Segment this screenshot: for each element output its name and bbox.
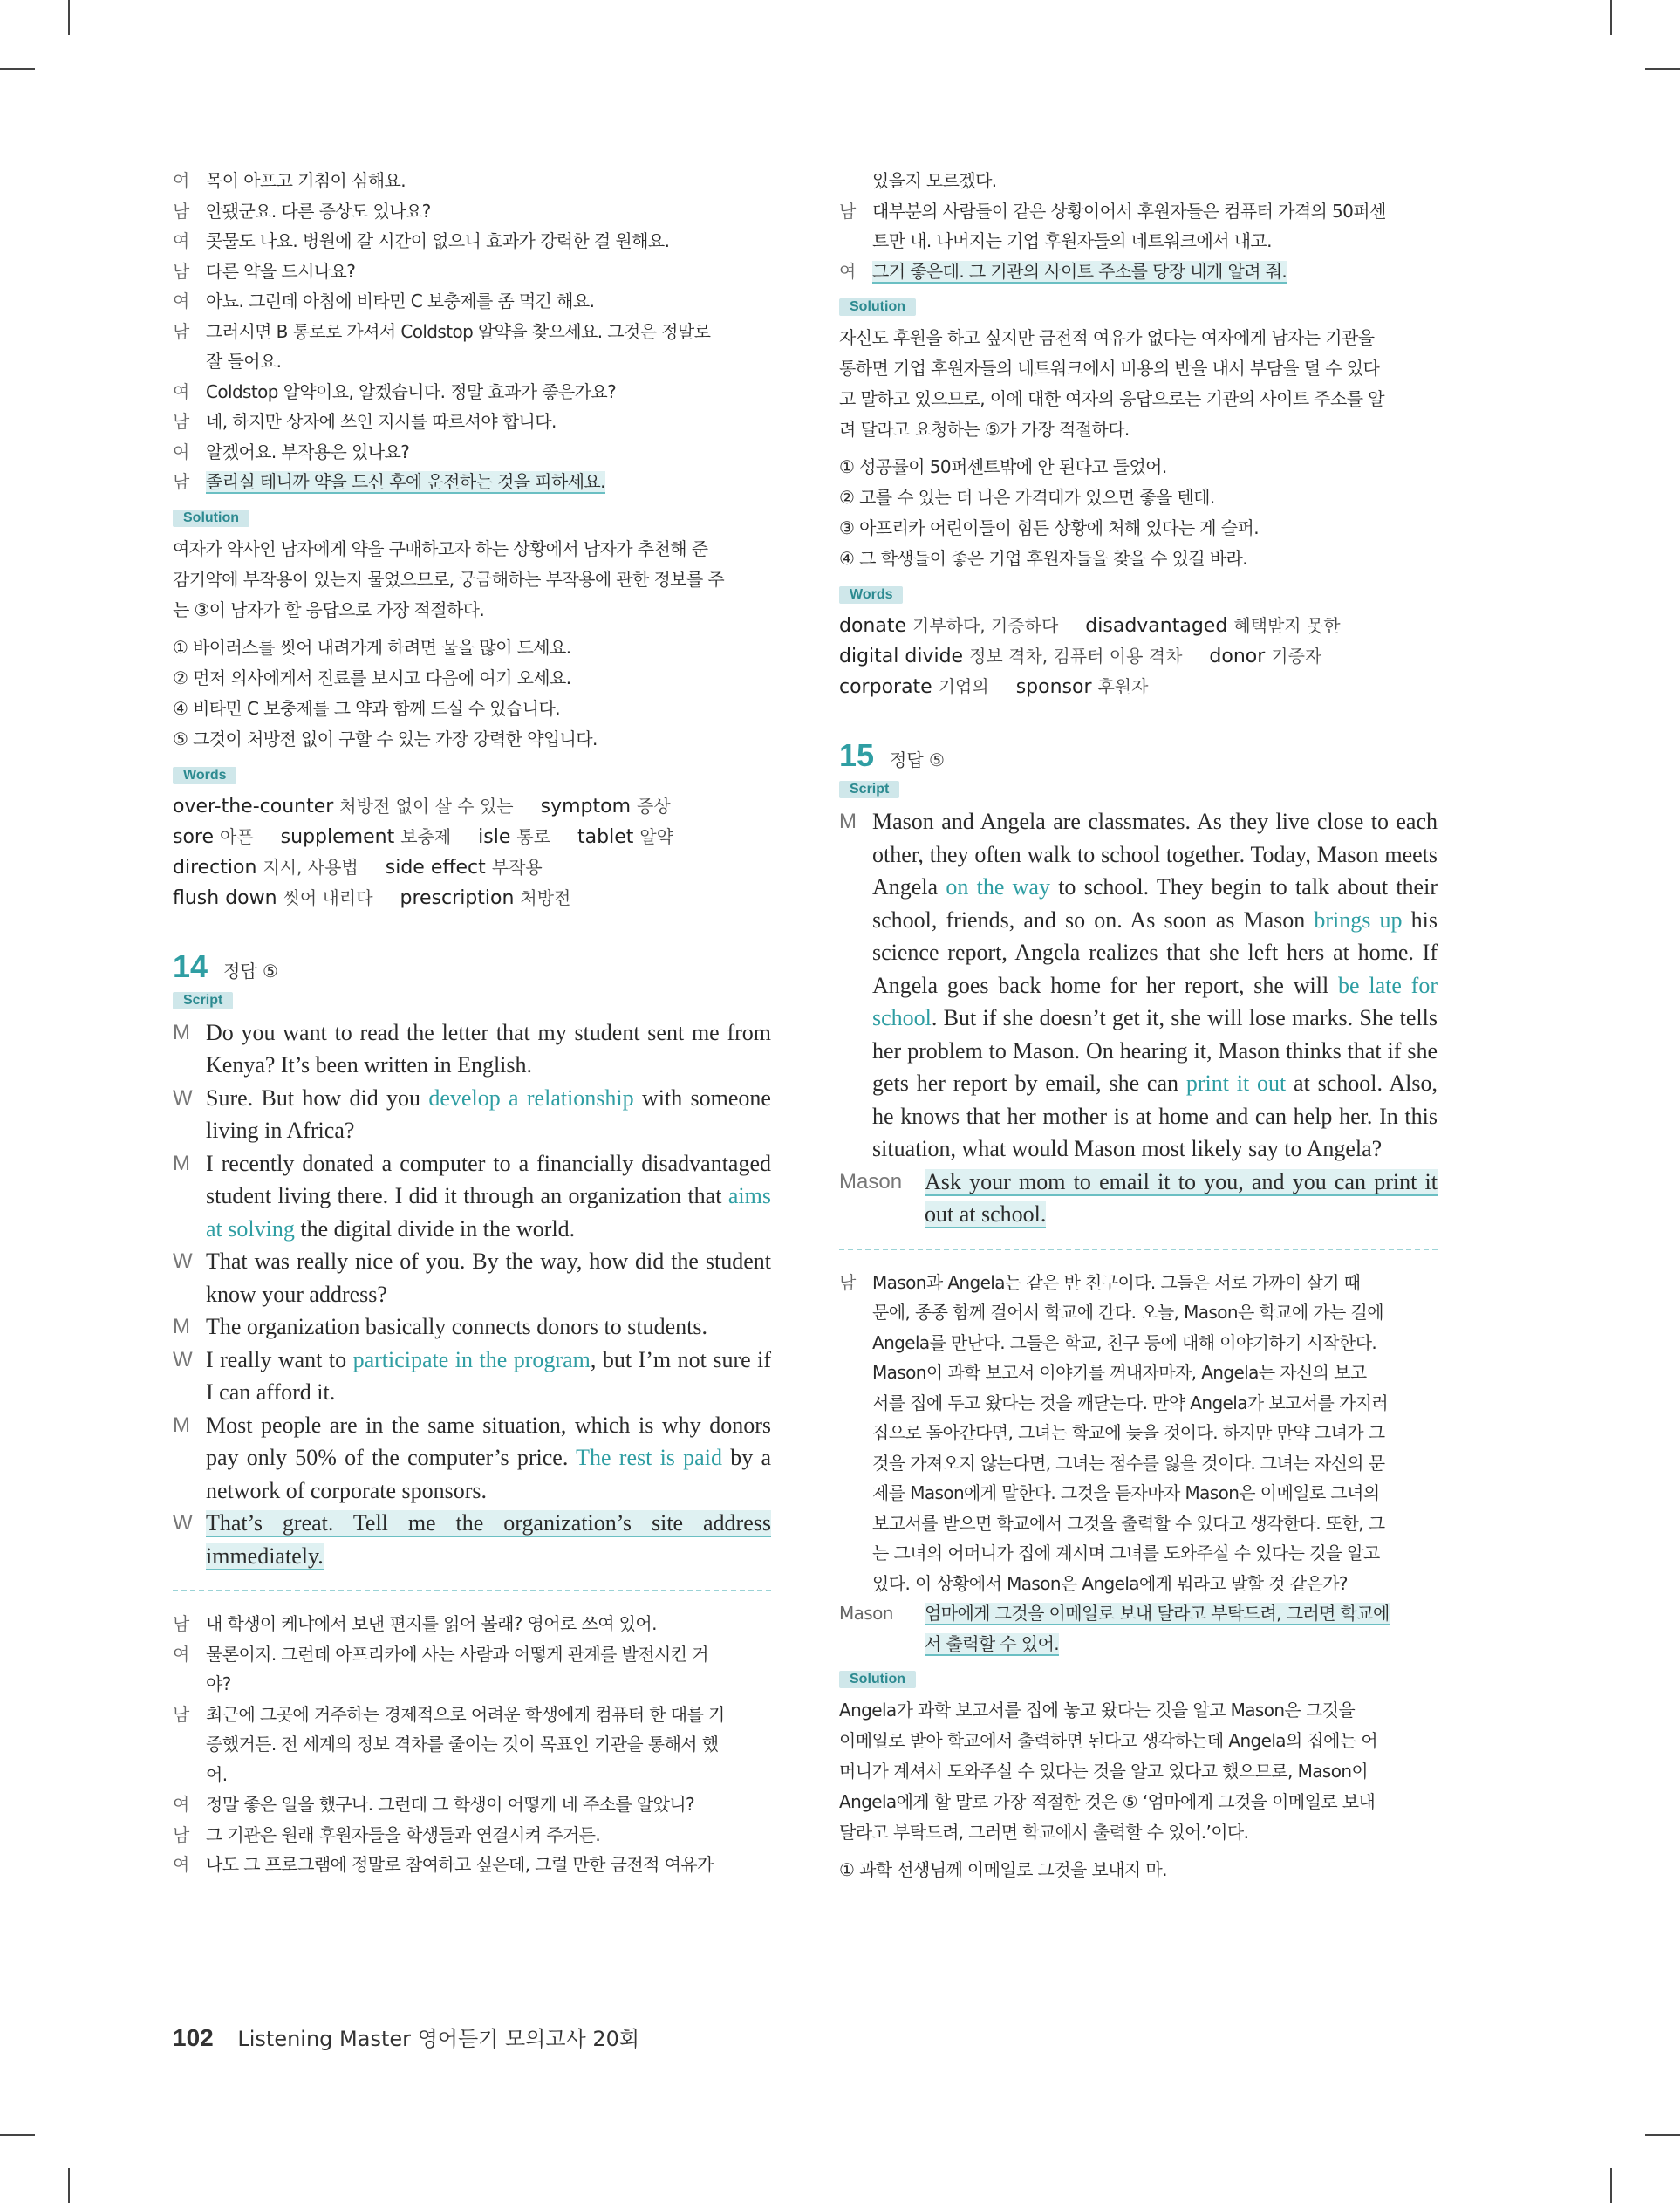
dialog-line: 여 정말 좋은 일을 했구나. 그런데 그 학생이 어떻게 네 주소를 알았니? — [173, 1794, 695, 1815]
script-14 — [173, 1016, 771, 1573]
script-line: M The organization basically connects donors to students. — [173, 1314, 707, 1339]
dialog-line: 남 대부분의 사람들이 같은 상황이어서 후원자들은 컴퓨터 가격의 50퍼센 트만 내. 나머지는 기업 후원자들의 네트워크에서 내고. — [839, 200, 1386, 251]
question-number: 14 — [173, 948, 208, 984]
script-badge: Script — [839, 781, 899, 798]
script-line: W Sure. But how did you develop a relationship with someone living in Africa? — [173, 1084, 771, 1143]
script-15 — [839, 805, 1438, 1231]
words-row: over-the-counter 처방전 없이 살 수 있는 symptom 증상 — [173, 795, 671, 818]
answer-underline: 졸리실 테니까 약을 드신 후에 운전하는 것을 피하세요. — [206, 471, 605, 492]
dialog-line: 여 나도 그 프로그램에 정말로 참여하고 싶은데, 그럴 만한 금전적 여유가 — [173, 1854, 714, 1875]
script-line: M I recently donated a computer to a financially disadvantaged student living there. I did it through an organization that aims at solving the digital divide in the world. — [173, 1150, 771, 1242]
dialog-line: 여 알겠어요. 부작용은 있나요? — [173, 441, 410, 462]
dialog-line: 여 콧물도 나요. 병원에 갈 시간이 없으니 효과가 강력한 걸 원해요. — [173, 230, 670, 251]
answer-label: 정답 ⑤ — [223, 960, 278, 982]
dialog-line: 여 아뇨. 그런데 아침에 비타민 C 보충제를 좀 먹긴 해요. — [173, 291, 595, 311]
dialog-15-korean — [839, 1268, 1438, 1659]
option-item: ② 고를 수 있는 더 나은 가격대가 있으면 좋을 텐데. — [839, 487, 1215, 508]
solution-badge: Solution — [173, 510, 249, 527]
answer-label: 정답 ⑤ — [890, 749, 945, 770]
dialog-14-korean-continued — [839, 166, 1438, 286]
dialog-answer-line: 남 졸리실 테니까 약을 드신 후에 운전하는 것을 피하세요. — [173, 471, 605, 492]
solution-13: 여자가 약사인 남자에게 약을 구매하고자 하는 상황에서 남자가 추천해 준 감기약에 부작용이 있는지 물었으므로, 궁금해하는 부작용에 관한 정보를 주 는 ③이 남자가 할 응답으로 가장 적절하다. — [173, 537, 725, 620]
dialog-line: 여 목이 아프고 기침이 심해요. — [173, 170, 406, 191]
solution-badge: Solution — [839, 1671, 916, 1688]
words-badge: Words — [839, 586, 903, 604]
option-item: ① 과학 선생님께 이메일로 그것을 보내지 마. — [839, 1859, 1167, 1880]
right-column — [839, 166, 1438, 1885]
dialog-line: 남 최근에 그곳에 거주하는 경제적으로 어려운 학생에게 컴퓨터 한 대를 기 증했거든. 전 세계의 정보 격차를 줄이는 것이 목표인 기관을 통해서 했 어. — [173, 1703, 725, 1785]
dashed-divider — [839, 1249, 1438, 1250]
dialog-line: 여 Coldstop 알약이요, 알겠습니다. 정말 효과가 좋은가요? — [173, 380, 617, 402]
script-answer-line: W That’s great. Tell me the organization’s site address immediately. — [173, 1510, 771, 1569]
book-title: Listening Master 영어듣기 모의고사 20회 — [237, 2027, 640, 2051]
words-row: flush down 씻어 내리다 prescription 처방전 — [173, 886, 571, 909]
option-item: ② 먼저 의사에게서 진료를 보시고 다음에 여기 오세요. — [173, 667, 571, 688]
script-line: M Most people are in the same situation, which is why donors pay only 50% of the computer’s price. The rest is paid by a network of corporate sponsors. — [173, 1412, 772, 1503]
words-row: donate 기부하다, 기증하다 disadvantaged 혜택받지 못한 — [839, 615, 1341, 637]
answer-underline: 엄마에게 그것을 이메일로 보내 달라고 부탁드려, 그러면 학교에 서 출력할 수 있어. — [925, 1603, 1390, 1654]
option-item: ① 성공률이 50퍼센트밖에 안 된다고 들었어. — [839, 456, 1167, 477]
words-row: sore 아픈 supplement 보충제 isle 통로 tablet 알약 — [173, 825, 674, 848]
option-item: ④ 그 학생들이 좋은 기업 후원자들을 찾을 수 있길 바라. — [839, 548, 1248, 569]
words-13 — [173, 791, 771, 913]
left-column — [173, 166, 771, 1880]
dialog-line: 남 내 학생이 케냐에서 보낸 편지를 읽어 볼래? 영어로 쓰여 있어. — [173, 1613, 657, 1634]
question-15-header — [839, 737, 1438, 774]
dialog-line: 남 그 기관은 원래 후원자들을 학생들과 연결시켜 주거든. — [173, 1823, 601, 1845]
words-14 — [839, 611, 1438, 702]
dialog-line: 있을지 모르겠다. — [872, 170, 997, 191]
dialog-line: 남 Mason과 Angela는 같은 반 친구이다. 그들은 서로 가까이 살기 때 문에, 종종 함께 걸어서 학교에 간다. 오늘, Mason은 학교에 가는 길에 Angela를 만난다. 그들은 학교, 친구 등에 대해 이야기하기 시작한다. Mason이 과학 보고서 이야기를 꺼내자마자, Angela는 자신의 보고 서를 집에 두고 왔다는 것을 깨닫는다. 만약 Angela가 보고서를 가지러 집으로 돌아간다면, 그녀는 학교에 늦을 것이다. 하지만 만약 그녀가 그 것을 가져오지 않는다면, 그녀는 점수를 잃을 것이다. 그녀는 자신의 문 제를 Mason에게 말한다. 그것을 듣자마자 Mason은 이메일로 그녀의 보고서를 받으면 학교에서 그것을 출력할 수 있다고 생각한다. 또한, 그 는 그녀의 어머니가 집에 계시며 그녀를 도와주실 수 있다는 것을 알고 있다. 이 상황에서 Mason은 Angela에게 뭐라고 말할 것 같은가? — [839, 1271, 1389, 1594]
words-row: direction 지시, 사용법 side effect 부작용 — [173, 856, 543, 879]
page-footer — [173, 2022, 639, 2052]
dialog-answer-line: 여 그거 좋은데. 그 기관의 사이트 주소를 당장 내게 알려 줘. — [839, 260, 1287, 282]
answer-underline: Ask your mom to email it to you, and you can print it out at school. — [925, 1168, 1438, 1227]
dialog-line: 남 그러시면 B 통로로 가셔서 Coldstop 알약을 찾으세요. 그것은 정말로 잘 들어요. — [173, 320, 711, 372]
script-line: W I really want to participate in the program, but I’m not sure if I can afford it. — [173, 1346, 772, 1405]
dialog-line: 남 안됐군요. 다른 증상도 있나요? — [173, 200, 431, 222]
dialog-line: 남 네, 하지만 상자에 쓰인 지시를 따르셔야 합니다. — [173, 411, 557, 432]
dialog-answer-line: Mason 엄마에게 그것을 이메일로 보내 달라고 부탁드려, 그러면 학교에 서 출력할 수 있어. — [839, 1603, 1390, 1654]
solution-15: Angela가 과학 보고서를 집에 놓고 왔다는 것을 알고 Mason은 그것을 이메일로 받아 학교에서 출력하면 된다고 생각하는데 Angela의 집에는 어 머니가 계셔서 도와주실 수 있다는 것을 알고 있다고 했으므로, Mason이 Angela에게 할 말로 가장 적절한 것은 ⑤ ‘엄마에게 그것을 이메일로 보내 달라고 부탁드려, 그러면 학교에서 출력할 수 있어.’이다. — [839, 1700, 1378, 1843]
question-14-header — [173, 948, 771, 985]
words-row: corporate 기업의 sponsor 후원자 — [839, 676, 1149, 698]
script-answer-line: Mason Ask your mom to email it to you, and you can print it out at school. — [839, 1168, 1438, 1227]
dialog-14-korean — [173, 1609, 771, 1880]
dialog-13-korean — [173, 166, 771, 497]
option-item: ① 바이러스를 씻어 내려가게 하려면 물을 많이 드세요. — [173, 636, 571, 658]
dialog-line: 남 다른 약을 드시나요? — [173, 260, 356, 282]
option-item: ⑤ 그것이 처방전 없이 구할 수 있는 가장 강력한 약입니다. — [173, 728, 598, 749]
words-badge: Words — [173, 767, 236, 784]
script-badge: Script — [173, 992, 233, 1009]
dashed-divider — [173, 1590, 771, 1591]
answer-underline: That’s great. Tell me the organization’s site address immediately. — [206, 1510, 771, 1569]
option-item: ③ 아프리카 어린이들이 힘든 상황에 처해 있다는 게 슬퍼. — [839, 517, 1259, 538]
dialog-line: 여 물론이지. 그런데 아프리카에 사는 사람과 어떻게 관계를 발전시킨 거 야? — [173, 1643, 708, 1694]
solution-badge: Solution — [839, 298, 916, 316]
script-line: M Do you want to read the letter that my student sent me from Kenya? It’s been written in English. — [173, 1019, 771, 1078]
option-item: ④ 비타민 C 보충제를 그 약과 함께 드실 수 있습니다. — [173, 697, 560, 719]
solution-14: 자신도 후원을 하고 싶지만 금전적 여유가 없다는 여자에게 남자는 기관을 통하면 기업 후원자들의 네트워크에서 비용의 반을 내서 부담을 덜 수 있다 고 말하고 있으므로, 이에 대한 여자의 응답으로는 기관의 사이트 주소를 알 려 달라고 요청하는 ⑤가 가장 적절하다. — [839, 327, 1384, 440]
words-row: digital divide 정보 격차, 컴퓨터 이용 격차 donor 기증자 — [839, 646, 1322, 667]
script-line: M Mason and Angela are classmates. As they live close to each other, they often walk to school together. Today, Mason meets Angela on the way to school. They begin to talk about their school, friends, and so on. As soon as Mason brings up his science report, Angela realizes that she left hers at home. If Angela goes back home for her report, she will be late for school. But if she doesn’t get it, she will lose marks. She tells her problem to Mason. On hearing it, Mason thinks that if she gets her report by email, she can print it out at school. Also, he knows that her mother is at home and can help her. In this situation, what would Mason most likely say to Angela? — [839, 809, 1438, 1161]
page-number: 102 — [173, 2024, 214, 2051]
answer-underline: 그거 좋은데. 그 기관의 사이트 주소를 당장 내게 알려 줘. — [872, 260, 1287, 282]
question-number: 15 — [839, 737, 875, 773]
script-line: W That was really nice of you. By the way, how did the student know your address? — [173, 1249, 771, 1307]
